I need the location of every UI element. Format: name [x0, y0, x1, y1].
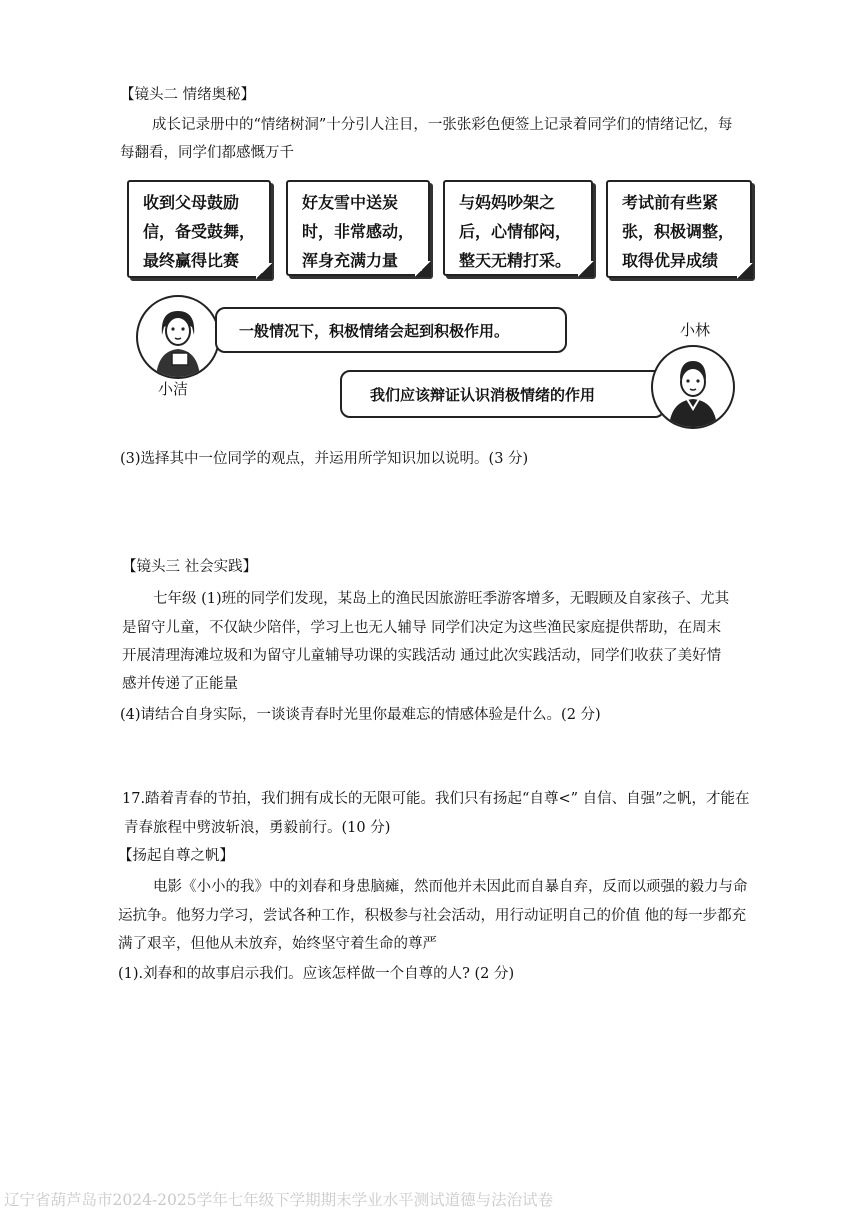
question-3: (3)选择其中一位同学的观点，并运用所学知识加以说明。(3 分) [120, 451, 529, 467]
folded-corner-icon [256, 263, 272, 279]
q17-paragraph-line3: 满了艰辛，但他从未放弃，始终坚守着生命的尊严 [118, 936, 437, 952]
xiaojie-avatar-icon [136, 295, 220, 379]
note-line: 整天无精打采。 [459, 251, 572, 270]
footer-watermark: 辽宁省葫芦岛市2024-2025学年七年级下学期期末学业水平测试道德与法治试卷 [4, 1191, 554, 1209]
note-line: 收到父母鼓励 [143, 193, 240, 212]
xiaojie-name: 小洁 [158, 380, 189, 398]
note-line: 考试前有些紧 [622, 193, 719, 212]
xiaolin-speech-text: 我们应该辩证认识消极情绪的作用 [370, 385, 596, 404]
q17-heading: 【扬起自尊之帆】 [118, 848, 234, 864]
folded-corner-icon [415, 261, 431, 277]
folded-corner-icon [578, 261, 594, 277]
xiaojie-speech-text: 一般情况下，积极情绪会起到积极作用。 [239, 321, 510, 340]
q17-paragraph-line2: 运抗争。他努力学习，尝试各种工作，积极参与社会活动，用行动证明自己的价值 他的每一步都充 [118, 908, 747, 924]
xiaolin-speech-bubble [340, 370, 665, 418]
note-line: 信，备受鼓舞， [143, 222, 256, 241]
section2-paragraph-line2: 每翻看，同学们都感慨万千 [120, 145, 294, 161]
question-17-line1: 17.踏着青春的节拍，我们拥有成长的无限可能。我们只有扬起“自尊<” 自信、自强”之帆，才能在 [122, 791, 750, 807]
section3-line4: 感并传递了正能量 [122, 676, 238, 692]
section2-paragraph-line1: 成长记录册中的“情绪树洞”十分引人注目，一张张彩色便签上记录着同学们的情绪记忆，每 [152, 117, 733, 133]
question-17-line2: 青春旅程中劈波斩浪，勇毅前行。(10 分) [124, 820, 391, 836]
note-line: 后，心情郁闷， [459, 222, 572, 241]
q17-subquestion-1: (1).刘春和的故事启示我们。应该怎样做一个自尊的人? (2 分) [118, 966, 515, 982]
section3-line3: 开展清理海滩垃圾和为留守儿童辅导功课的实践活动 通过此次实践活动，同学们收获了美好情 [122, 648, 722, 664]
sticky-note-4 [606, 180, 752, 278]
section3-line2: 是留守儿童，不仅缺少陪伴，学习上也无人辅导 同学们决定为这些渔民家庭提供帮助，在周末 [122, 620, 722, 636]
note-line: 好友雪中送炭 [302, 193, 399, 212]
section3-line1: 七年级 (1)班的同学们发现，某岛上的渔民因旅游旺季游客增多，无暇顾及自家孩子、尤其 [153, 591, 730, 607]
note-line: 最终赢得比赛 [143, 251, 240, 270]
sticky-note-3 [443, 180, 593, 276]
sticky-note-1 [127, 180, 271, 278]
xiaolin-name: 小林 [680, 321, 711, 339]
note-line: 浑身充满力量 [302, 251, 399, 270]
sticky-note-2 [286, 180, 430, 276]
xiaolin-avatar-icon [651, 345, 735, 429]
q17-paragraph-line1: 电影《小小的我》中的刘春和身患脑瘫，然而他并未因此而自暴自弃，反而以顽强的毅力与命 [153, 879, 748, 895]
section3-heading: 【镜头三 社会实践】 [122, 559, 258, 575]
section2-heading: 【镜头二 情绪奥秘】 [120, 87, 256, 103]
note-line: 取得优异成绩 [622, 251, 719, 270]
folded-corner-icon [737, 263, 753, 279]
note-line: 与妈妈吵架之 [459, 193, 556, 212]
note-line: 时，非常感动， [302, 222, 415, 241]
note-line: 张，积极调整， [622, 222, 735, 241]
xiaojie-speech-bubble [215, 307, 567, 353]
question-4: (4)请结合自身实际，一谈谈青春时光里你最难忘的情感体验是什么。(2 分) [120, 707, 601, 723]
